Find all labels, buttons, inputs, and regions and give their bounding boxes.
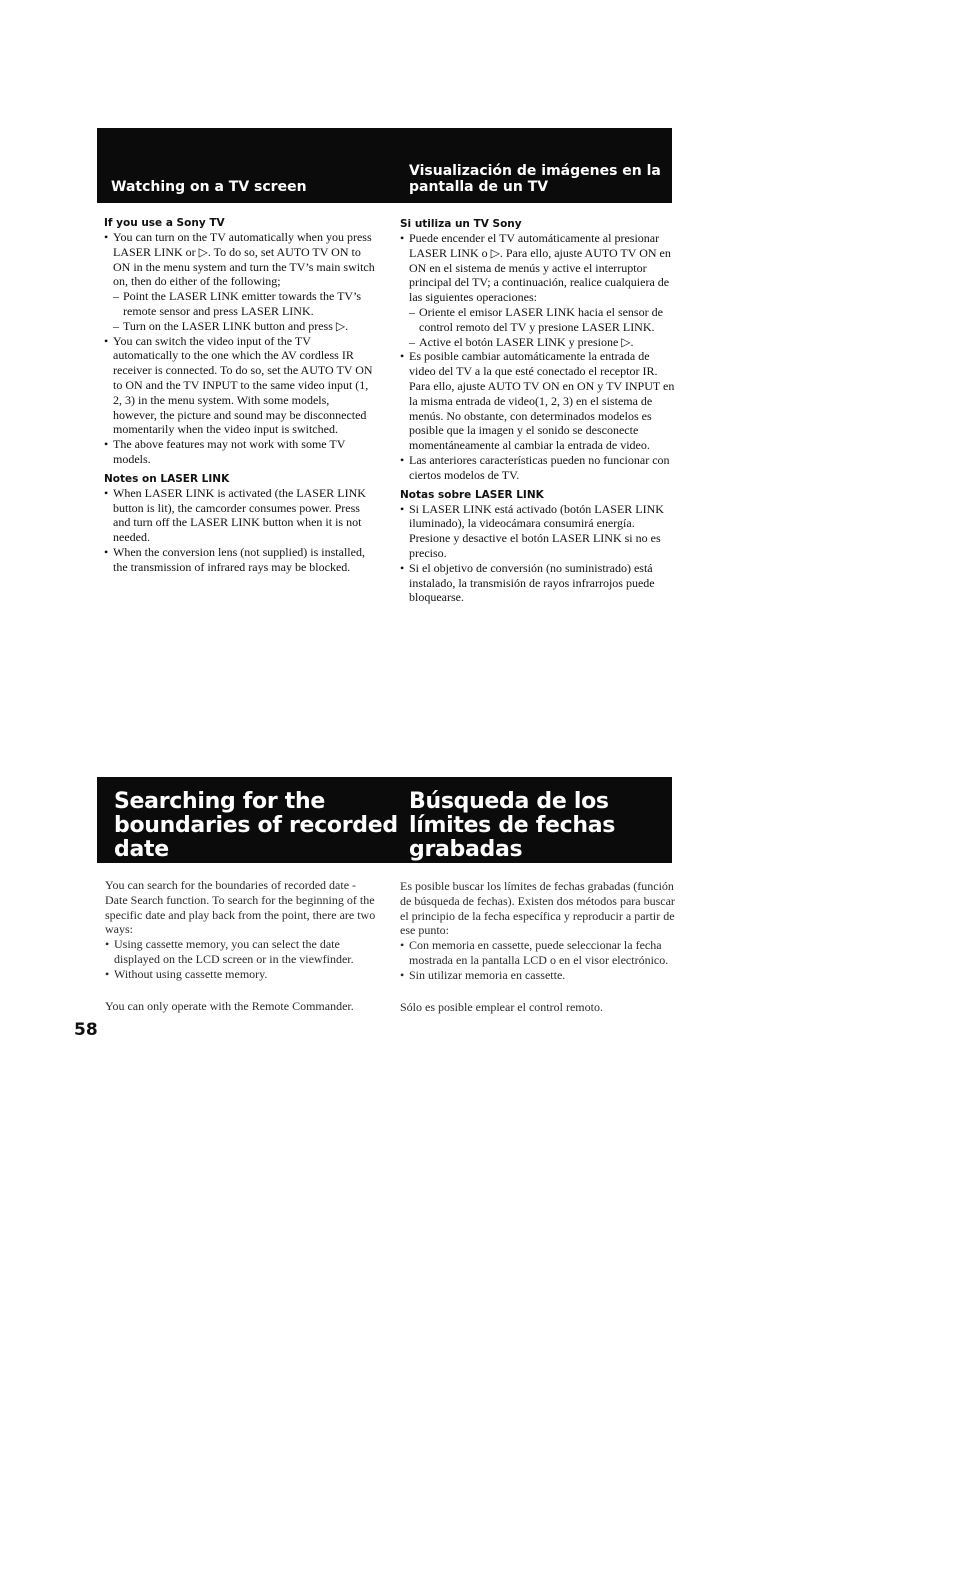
bullet-list-notas — [400, 502, 676, 606]
list-item — [400, 231, 676, 349]
list-item: • Las anteriores características pueden no funcionar con ciertos modelos de TV. — [400, 453, 676, 483]
title-line: Searching for the — [114, 789, 325, 814]
bullet-list-sony-tv — [104, 230, 376, 467]
title-line: límites de fechas — [409, 813, 616, 838]
section-title-es-tv — [409, 163, 661, 195]
section-title-es-tv-line2: pantalla de un TV — [409, 179, 549, 195]
dash-list — [409, 305, 676, 349]
subheading-notas-laser-link: Notas sobre LASER LINK — [400, 488, 544, 501]
list-item: • When LASER LINK is activated (the LASER LINK button is lit), the camcorder consumes power. Press and turn off the LASER LINK button when it is not needed. — [104, 486, 376, 545]
section-title-es-date-search — [409, 790, 615, 862]
section-header-band-tv — [97, 128, 672, 203]
list-item: • You can switch the video input of the TV automatically to the one which the AV cordless IR receiver is connected. To do so, set the AUTO TV ON to ON and the TV INPUT to the same video input (1, 2, 3) in the menu system. With some models, however, the picture and sound may be disconnected momentarily when the video input is switched. — [104, 334, 376, 438]
list-item: • Si LASER LINK está activado (botón LASER LINK iluminado), la videocámara consumirá energía. Presione y desactive el botón LASER LINK si no es preciso. — [400, 502, 676, 561]
section-header-band-date-search — [97, 777, 672, 863]
note-paragraph: Sólo es posible emplear el control remoto. — [400, 999, 603, 1014]
list-item: • Con memoria en cassette, puede seleccionar la fecha mostrada en la pantalla LCD o en el visor electrónico. — [400, 938, 676, 968]
bullet-list-sony-tv-es — [400, 231, 676, 483]
list-item: • When the conversion lens (not supplied) is installed, the transmission of infrared rays may be blocked. — [104, 545, 376, 575]
section-title-es-tv-line1: Visualización de imágenes en la — [409, 163, 661, 179]
bullet-list-notes — [104, 486, 376, 575]
spanish-column-tv — [400, 217, 676, 605]
english-column-tv — [104, 216, 376, 575]
spanish-column-date-search — [400, 879, 676, 1014]
note-paragraph: You can only operate with the Remote Commander. — [105, 998, 354, 1013]
title-line: date — [114, 837, 169, 862]
section-title-en-date-search — [114, 790, 398, 862]
title-line: Búsqueda de los — [409, 789, 609, 814]
english-column-date-search — [105, 878, 379, 1013]
bullet-text: Puede encender el TV automáticamente al presionar LASER LINK o ▷. Para ello, ajuste AUTO TV ON en ON en el sistema de menús y active el interruptor principal del TV; a continuación, realice cualquiera de las siguientes operaciones: — [409, 231, 671, 305]
dash-list — [113, 289, 376, 333]
title-line: boundaries of recorded — [114, 813, 398, 838]
list-item: • Using cassette memory, you can select the date displayed on the LCD screen or in the viewfinder. — [105, 937, 379, 967]
title-line: grabadas — [409, 837, 523, 862]
subheading-sony-tv: If you use a Sony TV — [104, 217, 225, 229]
intro-paragraph: Es posible buscar los límites de fechas grabadas (función de búsqueda de fechas). Existen dos métodos para buscar el principio de la fecha específica y reproducir a partir de ese punto: — [400, 879, 675, 938]
list-item: • Es posible cambiar automáticamente la entrada de video del TV a la que esté conectado el receptor IR. Para ello, ajuste AUTO TV ON en ON y TV INPUT en la misma entrada de video(1, 2, 3) en el sistema de menús. No obstante, con determinados modelos es posible que la imagen y el sonido se desconecte momentáneamente al cambiar la entrada de video. — [400, 349, 676, 453]
bullet-text: You can turn on the TV automatically when you press LASER LINK or ▷. To do so, set AUTO TV ON to ON in the menu system and turn the TV’s main switch on, then do either of the following; — [113, 230, 375, 289]
list-item: • Sin utilizar memoria en cassette. — [400, 968, 676, 983]
subheading-sony-tv-es: Si utiliza un TV Sony — [400, 218, 522, 230]
list-item: • The above features may not work with some TV models. — [104, 437, 376, 467]
page-number: 58 — [74, 1020, 98, 1040]
list-item: – Oriente el emisor LASER LINK hacia el sensor de control remoto del TV y presione LASER LINK. — [409, 305, 676, 335]
list-item — [104, 230, 376, 334]
list-item: – Turn on the LASER LINK button and press ▷. — [113, 319, 376, 334]
list-item: – Point the LASER LINK emitter towards the TV’s remote sensor and press LASER LINK. — [113, 289, 376, 319]
list-item: – Active el botón LASER LINK y presione ▷. — [409, 335, 676, 350]
intro-paragraph: You can search for the boundaries of recorded date - Date Search function. To search for the beginning of the specific date and play back from the point, there are two ways: — [105, 878, 376, 937]
bullet-list-date-search-es — [400, 938, 676, 982]
list-item: • Without using cassette memory. — [105, 967, 379, 982]
section-title-en-tv: Watching on a TV screen — [111, 179, 307, 195]
subheading-notes-laser-link: Notes on LASER LINK — [104, 472, 230, 485]
bullet-list-date-search — [105, 937, 379, 981]
list-item: • Si el objetivo de conversión (no suministrado) está instalado, la transmisión de rayos infrarrojos puede bloquearse. — [400, 561, 676, 605]
